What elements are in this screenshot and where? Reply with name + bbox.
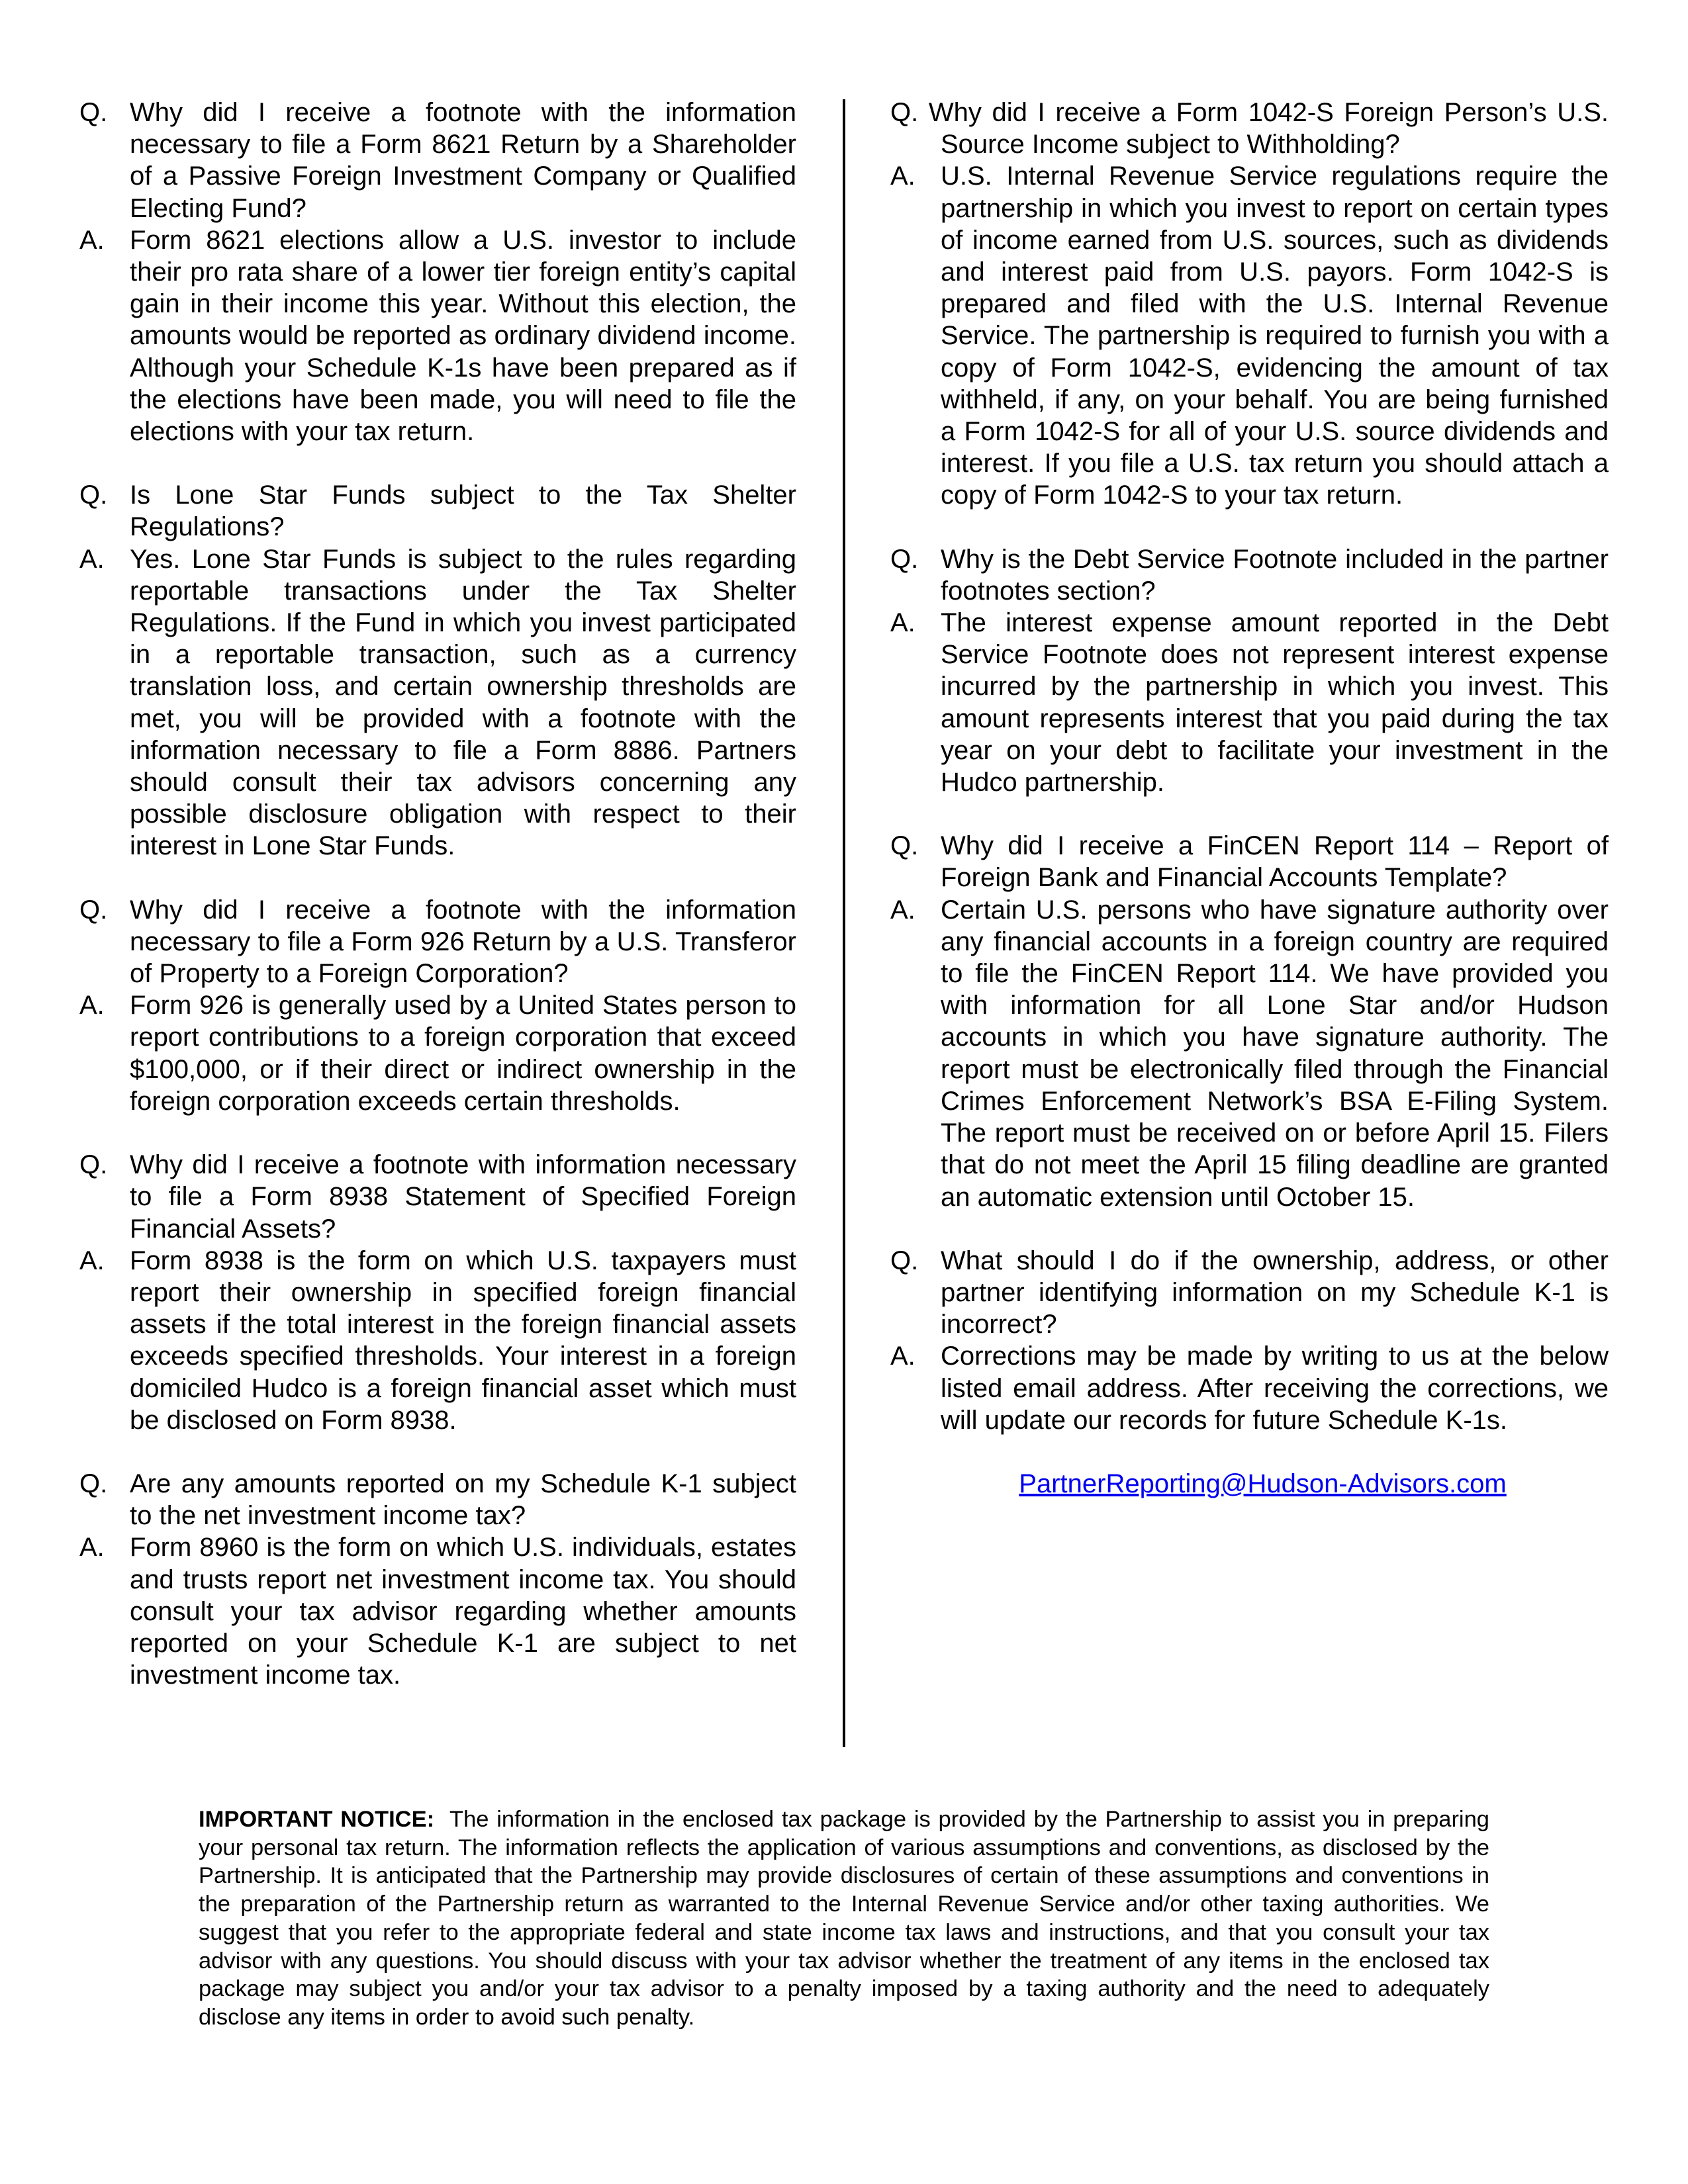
answer-marker: A. <box>890 608 915 638</box>
contact-email-block <box>890 1468 1609 1500</box>
answer-text: Form 8938 is the form on which U.S. taxpayers must report their ownership in specified foreign financial assets if the total interest in the foreign financial assets exceeds specified thresholds. Your interest in a foreign domiciled Hudco is a foreign financial asset which must be disclosed on Form 8938. <box>130 1246 796 1435</box>
answer <box>890 607 1609 798</box>
answer-marker: A. <box>79 225 105 255</box>
important-notice <box>199 1805 1489 2032</box>
answer-marker: A. <box>890 1342 915 1371</box>
question-text: Why did I receive a footnote with information necessary to file a Form 8938 Statement of Specified Foreign Financial Assets? <box>130 1150 796 1244</box>
answer <box>79 224 796 447</box>
question-text: Why did I receive a Form 1042-S Foreign Person’s U.S. Source Income subject to Withholding? <box>928 98 1609 159</box>
answer-marker: A. <box>79 991 105 1021</box>
question <box>79 894 796 990</box>
question <box>79 1149 796 1245</box>
question-marker: Q. <box>79 98 108 127</box>
answer <box>890 1340 1609 1436</box>
answer-marker: A. <box>79 544 105 574</box>
faq-item-fincen-report-114 <box>890 830 1609 1212</box>
answer-marker: A. <box>79 1246 105 1275</box>
question-text: What should I do if the ownership, address, or other partner identifying information on my Schedule K-1 is incorrect? <box>941 1246 1609 1340</box>
faq-item-net-investment-income-tax <box>79 1468 796 1691</box>
question-marker: Q. <box>890 831 919 861</box>
answer <box>890 894 1609 1213</box>
right-column <box>890 97 1609 1500</box>
question-text: Why did I receive a footnote with the information necessary to file a Form 926 Return by a U.S. Transferor of Property to a Foreign Corporation? <box>130 895 796 989</box>
faq-item-form-8621 <box>79 97 796 447</box>
faq-item-debt-service-footnote <box>890 543 1609 799</box>
contact-email-link[interactable]: PartnerReporting@Hudson-Advisors.com <box>1019 1469 1507 1498</box>
question <box>890 97 1609 160</box>
question-text: Is Lone Star Funds subject to the Tax Shelter Regulations? <box>130 480 796 542</box>
faq-item-form-8938 <box>79 1149 796 1436</box>
question-marker: Q. <box>890 98 919 127</box>
answer-text: Form 8960 is the form on which U.S. individuals, estates and trusts report net investment income tax. You should consult your tax advisor regarding whether amounts reported on your Schedule K-1 are subject to net investment income tax. <box>130 1533 796 1690</box>
answer <box>79 543 796 862</box>
question-marker: Q. <box>79 1469 108 1498</box>
answer-text: U.S. Internal Revenue Service regulations require the partnership in which you invest to report on certain types of income earned from U.S. sources, such as dividends and interest paid from U.S. payors. Form 1042-S is prepared and filed with the U.S. Internal Revenue Service. The partnership is required to furnish you with a copy of Form 1042-S, evidencing the amount of tax withheld, if any, on your behalf. You are being furnished a Form 1042-S for all of your U.S. source dividends and interest. If you file a U.S. tax return you should attach a copy of Form 1042-S to your tax return. <box>941 161 1609 510</box>
faq-item-tax-shelter <box>79 479 796 862</box>
answer <box>79 1245 796 1436</box>
answer-text: Corrections may be made by writing to us at the below listed email address. After receiving the corrections, we will update our records for future Schedule K-1s. <box>941 1342 1609 1435</box>
question-marker: Q. <box>79 895 108 925</box>
important-notice-text: The information in the enclosed tax package is provided by the Partnership to assist you in preparing your personal tax return. The information reflects the application of various assumptions and conventions, as disclosed by the Partnership. It is anticipated that the Partnership may provide disclosures of certain of these assumptions and conventions in the preparation of the Partnership return as warranted to the Internal Revenue Service and/or other taxing authorities. We suggest that you refer to the appropriate federal and state income tax laws and instructions, and that you consult your tax advisor with any questions. You should discuss with your tax advisor whether the treatment of any items in the enclosed tax package may subject you and/or your tax advisor to a penalty imposed by a taxing authority and the need to adequately disclose any items in order to avoid such penalty. <box>199 1807 1489 2030</box>
answer-text: Yes. Lone Star Funds is subject to the rules regarding reportable transactions under the Tax Shelter Regulations. If the Fund in which you invest participated in a reportable transaction, such as a currency translation loss, and certain ownership thresholds are met, you will be provided with a footnote with the information necessary to file a Form 8886. Partners should consult their tax advisors concerning any possible disclosure obligation with respect to their interest in Lone Star Funds. <box>130 544 796 861</box>
question-text: Why is the Debt Service Footnote included in the partner footnotes section? <box>941 544 1609 606</box>
question <box>79 479 796 543</box>
answer-text: Form 8621 elections allow a U.S. investor to include their pro rata share of a lower tier foreign entity’s capital gain in their income this year. Without this election, the amounts would be reported as ordinary dividend income. Although your Schedule K-1s have been prepared as if the elections have been made, you will need to file the elections with your tax return. <box>130 225 796 447</box>
faq-item-schedule-k1-corrections <box>890 1245 1609 1436</box>
answer-marker: A. <box>890 161 915 191</box>
question-marker: Q. <box>890 544 919 574</box>
column-divider <box>843 99 845 1747</box>
answer <box>890 160 1609 511</box>
answer <box>79 989 796 1117</box>
question <box>890 543 1609 607</box>
answer-marker: A. <box>79 1533 105 1563</box>
faq-item-form-1042s <box>890 97 1609 512</box>
question-marker: Q. <box>79 480 108 510</box>
question <box>79 97 796 224</box>
question-text: Why did I receive a FinCEN Report 114 – Report of Foreign Bank and Financial Accounts Template? <box>941 831 1609 893</box>
question-text: Are any amounts reported on my Schedule K-1 subject to the net investment income tax? <box>130 1469 796 1531</box>
question <box>890 830 1609 893</box>
important-notice-label: IMPORTANT NOTICE: <box>199 1807 435 1832</box>
answer-marker: A. <box>890 895 915 925</box>
question <box>890 1245 1609 1341</box>
left-column <box>79 97 796 1723</box>
answer-text: Form 926 is generally used by a United States person to report contributions to a foreign corporation that exceed $100,000, or if their direct or indirect ownership in the foreign corporation exceeds certain thresholds. <box>130 991 796 1116</box>
faq-item-form-926 <box>79 894 796 1117</box>
question-marker: Q. <box>890 1246 919 1275</box>
question-text: Why did I receive a footnote with the information necessary to file a Form 8621 Return by a Shareholder of a Passive Foreign Investment Company or Qualified Electing Fund? <box>130 98 796 223</box>
question <box>79 1468 796 1531</box>
answer-text: The interest expense amount reported in the Debt Service Footnote does not represent interest expense incurred by the partnership in which you invest. This amount represents interest that you paid during the tax year on your debt to facilitate your investment in the Hudco partnership. <box>941 608 1609 797</box>
answer <box>79 1531 796 1691</box>
answer-text: Certain U.S. persons who have signature authority over any financial accounts in a foreign country are required to file the FinCEN Report 114. We have provided you with information for all Lone Star and/or Hudson accounts in which you have signature authority. The report must be electronically filed through the Financial Crimes Enforcement Network’s BSA E-Filing System. The report must be received on or before April 15. Filers that do not meet the April 15 filing deadline are granted an automatic extension until October 15. <box>941 895 1609 1212</box>
question-marker: Q. <box>79 1150 108 1180</box>
